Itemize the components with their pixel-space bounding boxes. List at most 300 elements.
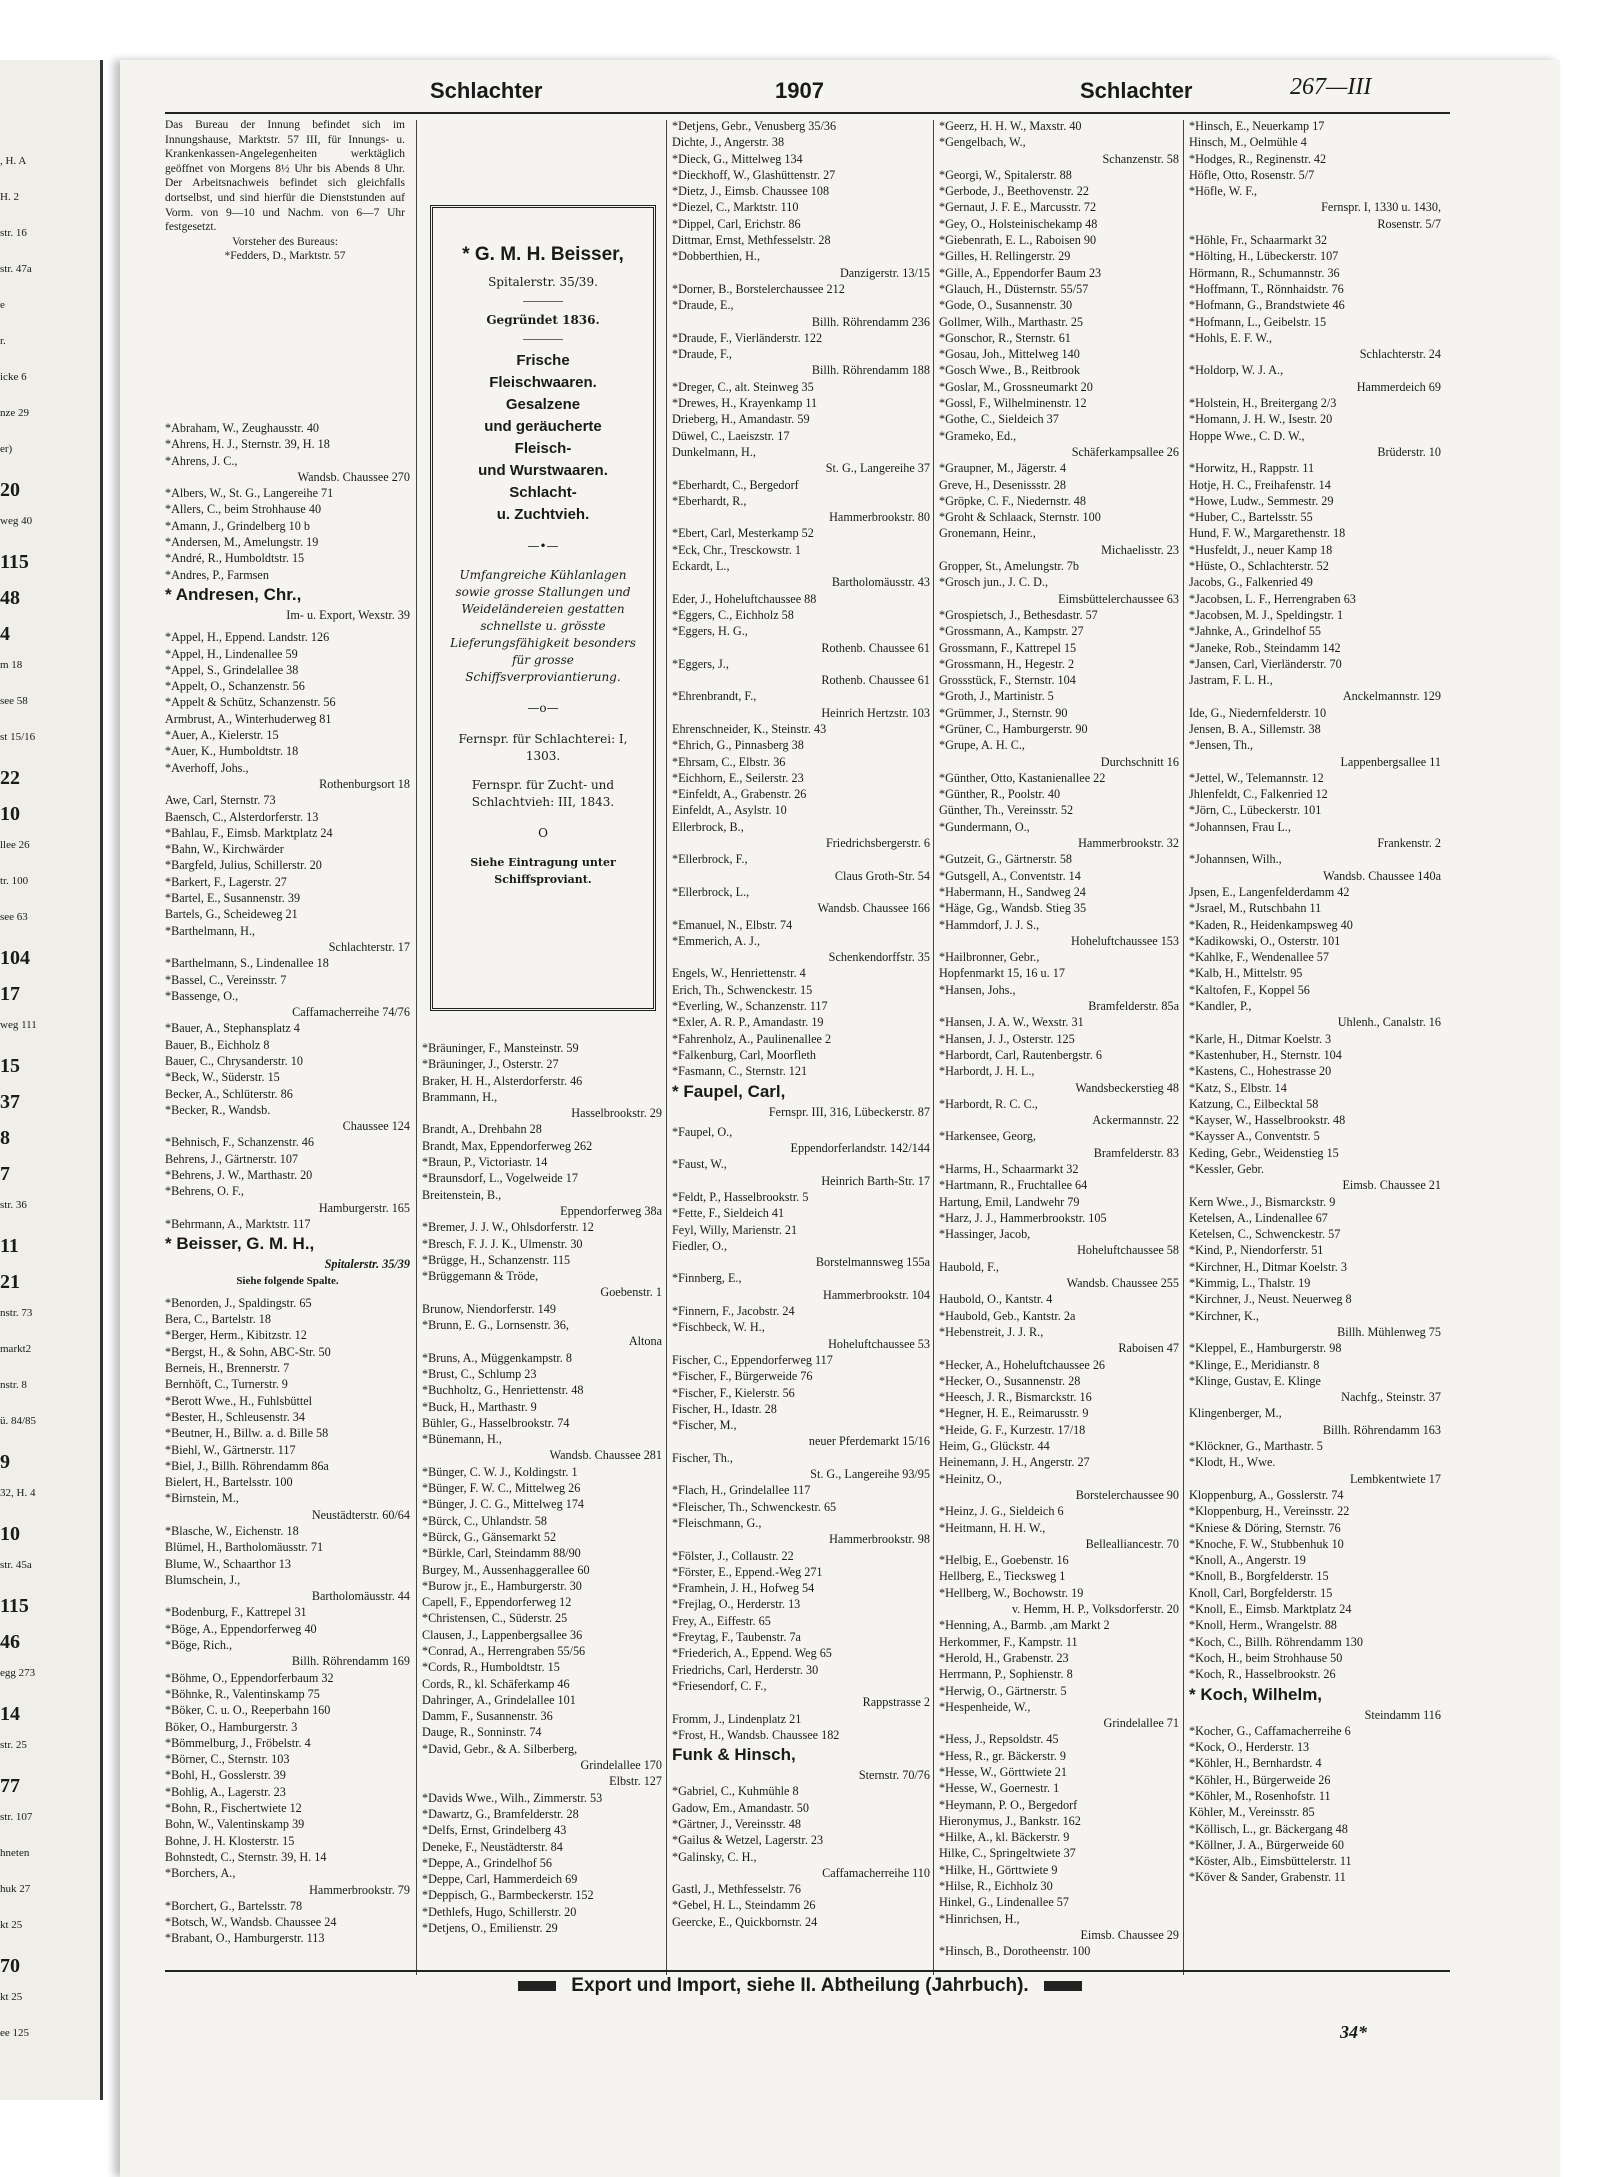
directory-entry: *Fischer, F., Kielerstr. 56 — [672, 1385, 795, 1400]
directory-entry: Frey, A., Eiffestr. 65 — [672, 1613, 771, 1628]
directory-entry: Brunow, Niendorferstr. 149 — [422, 1301, 556, 1316]
directory-entry: Feyl, Willy, Marienstr. 21 — [672, 1222, 798, 1237]
bureau-notice — [165, 118, 405, 264]
directory-entry: Düwel, C., Laeiszstr. 17 — [672, 428, 790, 443]
directory-entry: *Dieckhoff, W., Glashüttenstr. 27 — [672, 167, 836, 182]
directory-entry: Wandsb. Chaussee 281 — [549, 1448, 662, 1463]
directory-entry: Hund, F. W., Margarethenstr. 18 — [1189, 526, 1346, 541]
directory-entry: *Hodges, R., Reginenstr. 42 — [1189, 151, 1327, 166]
directory-entry: *Behnisch, F., Schanzenstr. 46 — [165, 1135, 314, 1150]
directory-entry: *Gey, O., Holsteinischekamp 48 — [939, 216, 1098, 231]
directory-entry: *Heinitz, O., — [939, 1471, 1002, 1486]
directory-entry: Eckardt, L., — [672, 559, 730, 574]
ad-line: u. Zuchtvieh. — [496, 506, 590, 523]
prev-page-fragment: 11 — [0, 1235, 19, 1257]
directory-entry: *Eggers, C., Eichholz 58 — [672, 607, 794, 622]
directory-entry: Gollmer, Wilh., Marthastr. 25 — [939, 314, 1084, 329]
prev-page-fragment: 46 — [0, 1631, 20, 1653]
directory-entry: *Graupner, M., Jägerstr. 4 — [939, 461, 1067, 476]
directory-entry: *Bohl, H., Gosslerstr. 39 — [165, 1768, 286, 1783]
prev-page-fragment: 70 — [0, 1955, 20, 1977]
prev-page-fragment: 48 — [0, 587, 20, 609]
directory-entry: *Draude, F., — [672, 347, 732, 362]
directory-entry: *Abraham, W., Zeughausstr. 40 — [165, 421, 320, 435]
directory-entry: *Gothe, C., Sieldeich 37 — [939, 412, 1059, 427]
directory-entry: *Draude, E., — [672, 298, 734, 313]
directory-entry: Armbrust, A., Winterhuderweg 81 — [165, 711, 332, 726]
directory-entry: Hieronymus, J., Bankstr. 162 — [939, 1813, 1081, 1828]
directory-entry: *Hofmann, L., Geibelstr. 15 — [1189, 314, 1327, 329]
ad-line: Schlacht- — [509, 484, 577, 501]
ad-sep2: —o— — [527, 701, 559, 715]
column-divider — [416, 120, 417, 1975]
directory-entry: *Eggers, J., — [672, 656, 729, 671]
header-rule — [165, 112, 1450, 114]
directory-entry: Eder, J., Hoheluftchaussee 88 — [672, 591, 817, 606]
directory-entry: Brandt, A., Drehbahn 28 — [422, 1122, 542, 1137]
directory-entry: *Günther, Otto, Kastanienallee 22 — [939, 770, 1106, 785]
directory-entry: *Haubold, Geb., Kantstr. 2a — [939, 1308, 1076, 1323]
prev-page-fragment: er) — [0, 443, 13, 455]
directory-entry: Köhler, M., Vereinsstr. 85 — [1189, 1805, 1315, 1820]
directory-entry: *Kahlke, F., Wendenallee 57 — [1189, 950, 1329, 965]
directory-entry: *Jacobsen, M. J., Speldingstr. 1 — [1189, 607, 1344, 622]
directory-entry: Caffamacherreihe 110 — [822, 1865, 930, 1880]
directory-entry: *Knoll, E., Eimsb. Marktplatz 24 — [1189, 1602, 1352, 1617]
directory-entry: *Cords, R., Humboldtstr. 15 — [422, 1660, 560, 1675]
directory-entry: *Harms, H., Schaarmarkt 32 — [939, 1162, 1079, 1176]
prev-page-fragment: markt2 — [0, 1343, 32, 1355]
directory-entry: Kloppenburg, A., Gosslerstr. 74 — [1189, 1487, 1344, 1502]
directory-entry: *Hilse, R., Eichholz 30 — [939, 1879, 1053, 1894]
directory-entry: *Bartel, E., Susannenstr. 39 — [165, 891, 301, 906]
directory-entry: Ide, G., Niedernfelderstr. 10 — [1189, 705, 1327, 720]
prev-page-fragment: H. 2 — [0, 191, 19, 203]
directory-entry: *Bahn, W., Kirchwärder — [165, 842, 284, 857]
directory-entry: *Berger, Herm., Kibitzstr. 12 — [165, 1328, 307, 1343]
directory-entry: *Kniese & Döring, Sternstr. 76 — [1189, 1520, 1341, 1535]
directory-entry: Deneke, F., Neustädterstr. 84 — [422, 1839, 563, 1854]
directory-entry: Danzigerstr. 13/15 — [839, 265, 930, 280]
footer-rule — [165, 1970, 1450, 1972]
directory-entry: *Andres, P., Farmsen — [165, 567, 269, 582]
directory-entry: *Hammdorf, J. J. S., — [939, 917, 1040, 932]
directory-entry: *Janeke, Rob., Steindamm 142 — [1189, 640, 1341, 655]
prev-page-fragment: 10 — [0, 803, 20, 825]
directory-entry: Grindelallee 71 — [1103, 1716, 1179, 1731]
directory-entry: *Emmerich, A. J., — [672, 933, 761, 948]
directory-entry: *Biehl, W., Gärtnerstr. 117 — [165, 1442, 296, 1457]
directory-entry: *Kandler, P., — [1189, 999, 1252, 1014]
directory-entry: *David, Gebr., & A. Silberberg, — [422, 1741, 578, 1756]
directory-entry: *Köhler, H., Bürgerweide 26 — [1189, 1772, 1331, 1787]
directory-entry: Blume, W., Schaarthor 13 — [165, 1556, 291, 1571]
directory-entry: *Kleppel, E., Hamburgerstr. 98 — [1189, 1341, 1342, 1356]
directory-entry: Hoheluftchaussee 58 — [1077, 1243, 1179, 1258]
directory-entry: *Fasmann, C., Sternstr. 121 — [672, 1064, 808, 1079]
directory-entry: neuer Pferdemarkt 15/16 — [808, 1434, 930, 1449]
directory-entry: *Kaysser A., Conventstr. 5 — [1189, 1129, 1320, 1144]
directory-entry: Jhlenfeldt, C., Falkenried 12 — [1189, 787, 1328, 802]
directory-entry: *Kastens, C., Hohestrasse 20 — [1189, 1064, 1332, 1079]
directory-entry: *Hohls, E. F. W., — [1189, 330, 1272, 345]
directory-entry: *Kaden, R., Heidenkampsweg 40 — [1189, 917, 1353, 932]
directory-entry: Bernhöft, C., Turnerstr. 9 — [165, 1377, 288, 1392]
directory-entry: Bühler, G., Hasselbrookstr. 74 — [422, 1415, 570, 1430]
directory-entry: *Klöckner, G., Marthastr. 5 — [1189, 1439, 1323, 1454]
directory-entry: *Faust, W., — [672, 1157, 727, 1172]
directory-entry: *Borchert, G., Bartelsstr. 78 — [165, 1898, 303, 1913]
directory-entry: *Bünger, J. C. G., Mittelweg 174 — [422, 1497, 585, 1512]
directory-entry: *Grosch jun., J. C. D., — [939, 575, 1049, 590]
directory-entry: *Gonschor, R., Sternstr. 61 — [939, 330, 1071, 345]
column-divider — [933, 120, 934, 1975]
directory-entry: *Galinsky, C. H., — [672, 1849, 757, 1864]
directory-entry: Jacobs, G., Falkenried 49 — [1189, 575, 1313, 590]
directory-entry: *Kock, O., Herderstr. 13 — [1189, 1740, 1310, 1755]
directory-entry: Eimsbüttelerchaussee 63 — [1058, 591, 1179, 606]
directory-entry: *Appel, S., Grindelallee 38 — [165, 662, 299, 677]
directory-entry: *Amann, J., Grindelberg 10 b — [165, 518, 310, 533]
directory-entry: Bramfelderstr. 85a — [1088, 999, 1179, 1014]
directory-entry: *Giebenrath, E. L., Raboisen 90 — [939, 233, 1097, 248]
directory-entry: *Christensen, C., Süderstr. 25 — [422, 1611, 568, 1626]
directory-entry: *Bassenge, O., — [165, 988, 239, 1003]
directory-entry: *Howe, Ludw., Semmestr. 29 — [1189, 493, 1334, 508]
directory-entry: *Jörn, C., Lübeckerstr. 101 — [1189, 803, 1322, 818]
directory-entry: *Hofmann, G., Brandstwiete 46 — [1189, 298, 1345, 313]
directory-entry: *Behrens, O. F., — [165, 1184, 244, 1199]
directory-entry: *Gailus & Wetzel, Lagerstr. 23 — [672, 1833, 824, 1848]
ad-line: Frische — [516, 352, 570, 369]
directory-entry: Schlachterstr. 24 — [1359, 347, 1441, 362]
prev-page-fragment: str. 45a — [0, 1559, 32, 1571]
directory-entry: *Dobberthien, H., — [672, 249, 761, 264]
prev-page-fragment: ü. 84/85 — [0, 1415, 37, 1427]
directory-entry: Hammerbrookstr. 98 — [829, 1532, 930, 1547]
directory-entry: Hoheluftchaussee 53 — [828, 1336, 930, 1351]
directory-entry: Erich, Th., Schwenckestr. 15 — [672, 982, 813, 997]
directory-entry: *Köhler, M., Rosenhofstr. 11 — [1189, 1788, 1331, 1803]
directory-entry: *Förster, E., Eppend.-Weg 271 — [672, 1564, 823, 1579]
directory-entry: *Bahlau, F., Eimsb. Marktplatz 24 — [165, 825, 333, 840]
directory-entry: Chaussee 124 — [342, 1119, 410, 1134]
directory-entry: *Detjens, Gebr., Venusberg 35/36 — [672, 119, 837, 133]
directory-entry: *Huber, C., Bartelsstr. 55 — [1189, 510, 1313, 525]
directory-entry: Wandsb. Chaussee 166 — [817, 901, 930, 916]
directory-entry: *Gernaut, J. F. E., Marcusstr. 72 — [939, 200, 1097, 215]
directory-entry: Fiedler, O., — [672, 1238, 728, 1253]
directory-entry: Böker, O., Hamburgerstr. 3 — [165, 1719, 298, 1734]
directory-entry: *Knoll, Herm., Wrangelstr. 88 — [1189, 1618, 1337, 1633]
directory-entry: *Auer, K., Humboldtstr. 18 — [165, 744, 299, 759]
directory-entry: *Friederich, A., Eppend. Weg 65 — [672, 1646, 832, 1661]
prev-page-fragment: 104 — [0, 947, 30, 969]
directory-entry: Hasselbrookstr. 29 — [571, 1106, 662, 1121]
prev-page-fragment: icke 6 — [0, 371, 27, 383]
directory-entry: Cords, R., kl. Schäferkamp 46 — [422, 1676, 570, 1691]
directory-entry: *Hespenheide, W., — [939, 1699, 1031, 1714]
directory-entry: *Gärtner, J., Vereinsstr. 48 — [672, 1816, 801, 1831]
directory-entry: *Eichhorn, E., Seilerstr. 23 — [672, 770, 804, 785]
directory-entry: Heinemann, J. H., Angerstr. 27 — [939, 1455, 1090, 1470]
directory-entry: *Averhoff, Johs., — [165, 760, 249, 775]
directory-entry: *Barthelmann, S., Lindenallee 18 — [165, 956, 329, 971]
directory-entry: *Hegner, H. E., Reimarusstr. 9 — [939, 1406, 1089, 1421]
directory-entry: Schäferkampsallee 26 — [1071, 444, 1179, 459]
directory-entry: Eppendorferlandstr. 142/144 — [790, 1141, 930, 1156]
prev-page-fragment: 4 — [0, 623, 10, 645]
directory-entry: *Grameko, Ed., — [939, 428, 1017, 443]
directory-entry: St. G., Langereihe 37 — [825, 461, 930, 476]
prev-page-fragment: 14 — [0, 1703, 20, 1725]
directory-entry: Hellberg, E., Tiecksweg 1 — [939, 1569, 1066, 1584]
directory-entry: *Gutzeit, G., Gärtnerstr. 58 — [939, 852, 1073, 867]
prev-page-fragment: 32, H. 4 — [0, 1487, 36, 1499]
directory-entry: *Deppisch, G., Barmbeckerstr. 152 — [422, 1888, 594, 1903]
directory-entry: *Knoche, F. W., Stubbenhuk 10 — [1189, 1536, 1344, 1551]
directory-entry: Eppendorferweg 38a — [560, 1203, 662, 1218]
directory-entry: *Ehrich, G., Pinnasberg 38 — [672, 738, 804, 753]
directory-entry: Uhlenh., Canalstr. 16 — [1337, 1015, 1441, 1030]
directory-entry: Billh. Mühlenweg 75 — [1337, 1324, 1441, 1339]
directory-entry: *Grümmer, J., Sternstr. 90 — [939, 705, 1068, 720]
entry-highlight: * Andresen, Chr., — [165, 584, 302, 604]
directory-entry: Bauer, C., Chrysanderstr. 10 — [165, 1053, 303, 1068]
prev-page-fragment: 115 — [0, 1595, 29, 1617]
directory-entry: *Jsrael, M., Rutschbahn 11 — [1189, 901, 1322, 916]
directory-entry: Bohnstedt, C., Sternstr. 39, H. 14 — [165, 1849, 327, 1864]
directory-entry: Fromm, J., Lindenplatz 21 — [672, 1711, 802, 1726]
directory-entry: *Birnstein, M., — [165, 1491, 239, 1506]
directory-entry: Braker, H. H., Alsterdorferstr. 46 — [422, 1073, 583, 1088]
directory-entry: Rothenb. Chaussee 61 — [821, 640, 930, 655]
directory-entry: Dichte, J., Angerstr. 38 — [672, 135, 785, 150]
directory-entry: *Feldt, P., Hasselbrookstr. 5 — [672, 1190, 809, 1204]
directory-entry: *Appel, H., Eppend. Landstr. 126 — [165, 630, 330, 645]
directory-entry: Borstelmannsweg 155a — [815, 1255, 930, 1270]
directory-entry: *Braun, P., Victoriastr. 14 — [422, 1155, 548, 1170]
directory-entry: Hopfenmarkt 15, 16 u. 17 — [939, 966, 1065, 981]
directory-entry: *Hellberg, W., Bochowstr. 19 — [939, 1585, 1084, 1600]
prev-page-fragment: 15 — [0, 1055, 20, 1077]
directory-entry: *Herwig, O., Gärtnerstr. 5 — [939, 1683, 1067, 1698]
directory-entry: *Biel, J., Billh. Röhrendamm 86a — [165, 1458, 329, 1473]
directory-entry: *Hebenstreit, J. J. R., — [939, 1324, 1044, 1339]
directory-entry: *Hoffmann, T., Rönnhaidstr. 76 — [1189, 281, 1344, 296]
directory-entry: *Klinge, E., Meridianstr. 8 — [1189, 1357, 1320, 1372]
directory-entry: *Bürkle, Carl, Steindamm 88/90 — [422, 1546, 581, 1561]
directory-entry: Billh. Röhrendamm 163 — [1322, 1422, 1441, 1437]
directory-entry: *Böker, C. u. O., Reeperbahn 160 — [165, 1703, 331, 1718]
directory-entry: *Höfle, W. F., — [1189, 184, 1258, 199]
directory-entry: *Koch, C., Billh. Röhrendamm 130 — [1189, 1634, 1363, 1649]
prev-page-fragment: nze 29 — [0, 407, 30, 419]
directory-entry: *Gundermann, O., — [939, 819, 1030, 834]
directory-entry: Schlachterstr. 17 — [328, 939, 410, 954]
directory-entry: Rothenb. Chaussee 61 — [821, 673, 930, 688]
directory-entry: Keding, Gebr., Weidenstieg 15 — [1189, 1145, 1339, 1160]
directory-entry: *Davids Wwe., Wilh., Zimmerstr. 53 — [422, 1790, 603, 1805]
directory-entry: *Heymann, P. O., Bergedorf — [939, 1797, 1078, 1812]
directory-entry: Lembkentwiete 17 — [1349, 1471, 1441, 1486]
directory-entry: Einfeldt, A., Asylstr. 10 — [672, 803, 787, 818]
directory-entry: Eimsb. Chaussee 21 — [1342, 1178, 1441, 1193]
directory-entry: *Grospietsch, J., Bethesdastr. 57 — [939, 607, 1098, 622]
directory-entry: *Dorner, B., Borstelerchaussee 212 — [672, 281, 845, 296]
directory-entry: *Knoll, B., Borgfelderstr. 15 — [1189, 1569, 1329, 1584]
directory-entry: *Bünger, C. W. J., Koldingstr. 1 — [422, 1464, 578, 1479]
directory-entry: *Helbig, E., Goebenstr. 16 — [939, 1553, 1069, 1568]
directory-entry: *Bodenburg, F., Kattrepel 31 — [165, 1605, 307, 1620]
directory-entry: Altona — [628, 1334, 662, 1349]
directory-entry: Drieberg, H., Amandastr. 59 — [672, 412, 810, 427]
directory-entry: *Häge, Gg., Wandsb. Stieg 35 — [939, 901, 1087, 916]
directory-entry: *Gerbode, J., Beethovenstr. 22 — [939, 184, 1089, 199]
entry-highlight: * Beisser, G. M. H., — [165, 1234, 315, 1254]
directory-entry: *Gutsgell, A., Conventstr. 14 — [939, 868, 1081, 883]
directory-entry: *Fischbeck, W. H., — [672, 1320, 765, 1335]
directory-entry: *Kloppenburg, H., Vereinsstr. 22 — [1189, 1504, 1350, 1519]
directory-entry: *Hansen, J. J., Osterstr. 125 — [939, 1031, 1075, 1046]
ad-line: und geräucherte — [484, 418, 602, 435]
column-2 — [422, 1040, 662, 1970]
directory-entry: *Hansen, J. A. W., Wexstr. 31 — [939, 1015, 1084, 1030]
prev-page-fragment: str. 47a — [0, 263, 32, 275]
directory-entry: *Beck, W., Süderstr. 15 — [165, 1070, 280, 1085]
prev-page-fragment: str. 16 — [0, 227, 27, 239]
directory-entry: *Habermann, H., Sandweg 24 — [939, 884, 1086, 899]
directory-entry: Billh. Röhrendamm 169 — [291, 1654, 410, 1669]
directory-entry: Neustädterstr. 60/64 — [311, 1507, 410, 1522]
entry-sub: Spitalerstr. 35/39 — [324, 1257, 410, 1272]
directory-entry: *Albers, W., St. G., Langereihe 71 — [165, 486, 334, 501]
directory-entry: *Georgi, W., Spitalerstr. 88 — [939, 167, 1072, 182]
directory-entry: *Bergst, H., & Sohn, ABC-Str. 50 — [165, 1344, 331, 1359]
directory-entry: *Gebel, H. L., Steindamm 26 — [672, 1898, 816, 1913]
previous-page-edge — [0, 60, 103, 2100]
directory-entry: *Dawartz, G., Bramfelderstr. 28 — [422, 1806, 579, 1821]
directory-entry: *Finnberg, E., — [672, 1271, 742, 1286]
directory-entry: *Brunn, E. G., Lornsenstr. 36, — [422, 1318, 569, 1333]
directory-entry: *Grupe, A. H. C., — [939, 738, 1025, 753]
directory-entry: Rosenstr. 5/7 — [1377, 216, 1441, 231]
directory-entry: *Grossmann, A., Kampstr. 27 — [939, 624, 1084, 639]
directory-entry: Engels, W., Henriettenstr. 4 — [672, 966, 806, 981]
directory-entry: Hammerbrookstr. 79 — [309, 1882, 410, 1897]
directory-entry: Eimsb. Chaussee 29 — [1080, 1927, 1179, 1942]
directory-entry: *Diezel, C., Marktstr. 110 — [672, 200, 799, 215]
directory-entry: *Heide, G. F., Kurzestr. 17/18 — [939, 1422, 1086, 1437]
directory-entry: Ellerbrock, B., — [672, 819, 744, 834]
directory-entry: *Deppe, Carl, Hammerdeich 69 — [422, 1872, 578, 1887]
directory-entry: *Johannsen, Wilh., — [1189, 852, 1282, 867]
directory-entry: *Frost, H., Wandsb. Chaussee 182 — [672, 1727, 840, 1742]
directory-entry: *Günther, R., Poolstr. 40 — [939, 787, 1061, 802]
directory-entry: Schanzenstr. 58 — [1102, 151, 1179, 166]
prev-page-fragment: 17 — [0, 983, 20, 1005]
directory-entry: *Ellerbrock, F., — [672, 852, 748, 867]
directory-entry: *Klinge, Gustav, E. Klinge — [1189, 1373, 1321, 1388]
directory-entry: *Eck, Chr., Tresckowstr. 1 — [672, 542, 801, 557]
ad-address: Spitalerstr. 35/39. — [488, 275, 598, 289]
directory-entry: Bartholomäusstr. 44 — [311, 1589, 410, 1604]
directory-entry: *Harkensee, Georg, — [939, 1129, 1036, 1144]
directory-entry: Hotje, H. C., Freihafenstr. 14 — [1189, 477, 1331, 492]
directory-entry: *Barkert, F., Lagerstr. 27 — [165, 874, 287, 889]
directory-entry: Bellealliancestr. 70 — [1085, 1536, 1179, 1551]
header-left: Schlachter — [430, 78, 543, 103]
directory-entry: *Fleischmann, G., — [672, 1515, 762, 1530]
directory-entry: Behrens, J., Gärtnerstr. 107 — [165, 1151, 299, 1166]
directory-entry: Nachfg., Steinstr. 37 — [1341, 1390, 1441, 1405]
directory-entry: *Hess, R., gr. Bäckerstr. 9 — [939, 1748, 1066, 1763]
directory-entry: *Kadikowski, O., Osterstr. 101 — [1189, 933, 1341, 948]
column-divider — [666, 120, 667, 1975]
prev-page-fragment: ee 125 — [0, 2027, 30, 2039]
directory-entry: Heinrich Barth-Str. 17 — [821, 1173, 930, 1188]
column-divider — [1183, 120, 1184, 1975]
prev-page-fragment: 7 — [0, 1163, 10, 1185]
directory-entry: *Borchers, A., — [165, 1866, 236, 1881]
directory-entry: *Katz, S., Elbstr. 14 — [1189, 1080, 1287, 1095]
directory-entry: Ketelsen, C., Schwenckestr. 57 — [1189, 1227, 1341, 1242]
directory-entry: *Hinsch, E., Neuerkamp 17 — [1189, 119, 1325, 133]
directory-entry: *Kirchner, K., — [1189, 1308, 1259, 1323]
directory-entry: Hinsch, M., Oelmühle 4 — [1189, 135, 1307, 150]
directory-entry: Raboisen 47 — [1118, 1341, 1179, 1356]
prev-page-fragment: e — [0, 299, 5, 311]
prev-page-fragment: hneten — [0, 1847, 30, 1859]
directory-entry: *Köllner, J. A., Bürgerweide 60 — [1189, 1837, 1344, 1852]
directory-entry: Hoheluftchaussee 153 — [1071, 933, 1179, 948]
directory-entry: *Dippel, Carl, Erichstr. 86 — [672, 216, 801, 231]
directory-entry: *Husfeldt, J., neuer Kamp 18 — [1189, 542, 1333, 557]
directory-entry: *Ehrsam, C., Elbstr. 36 — [672, 754, 786, 769]
directory-entry: *Hecker, A., Hoheluftchaussee 26 — [939, 1357, 1106, 1372]
ad-sep: —•— — [527, 539, 559, 553]
directory-entry: *Exler, A. R. P., Amandastr. 19 — [672, 1015, 824, 1030]
prev-page-fragment: nstr. 73 — [0, 1307, 33, 1319]
directory-entry: *Conrad, A., Herrengraben 55/56 — [422, 1643, 586, 1658]
directory-entry: Rothenburgsort 18 — [319, 776, 410, 791]
directory-entry: *Buchholtz, G., Henriettenstr. 48 — [422, 1383, 584, 1398]
directory-entry: *Börner, C., Sternstr. 103 — [165, 1752, 290, 1767]
directory-entry: Burgey, M., Aussenhaggerallee 60 — [422, 1562, 590, 1577]
directory-entry: Jastram, F. L. H., — [1189, 673, 1273, 688]
directory-entry: *Grossmann, H., Hegestr. 2 — [939, 656, 1075, 671]
directory-entry: *Behrens, J. W., Marthastr. 20 — [165, 1168, 313, 1183]
directory-entry: *Gille, A., Eppendorfer Baum 23 — [939, 265, 1102, 280]
directory-entry: *Köster, Alb., Eimsbüttelerstr. 11 — [1189, 1854, 1352, 1869]
beisser-advertisement — [430, 205, 656, 1011]
bureau-name: *Fedders, D., Marktstr. 57 — [224, 250, 346, 263]
entry-highlight: Funk & Hinsch, — [672, 1745, 796, 1765]
directory-entry: Dittmar, Ernst, Methfesselstr. 28 — [672, 233, 831, 248]
directory-entry: *Kayser, W., Hasselbrookstr. 48 — [1189, 1113, 1346, 1128]
directory-entry: *Bünger, F. W. C., Mittelweg 26 — [422, 1481, 581, 1496]
directory-entry: *Bohlig, A., Lagerstr. 23 — [165, 1784, 286, 1799]
directory-entry: *Deppe, A., Grindelhof 56 — [422, 1855, 552, 1870]
prev-page-fragment: 21 — [0, 1271, 20, 1293]
directory-entry: *Fahrenholz, A., Paulinenallee 2 — [672, 1031, 832, 1046]
directory-entry: *Hassinger, Jacob, — [939, 1227, 1031, 1242]
directory-entry: Ackermannstr. 22 — [1092, 1113, 1179, 1128]
column-4 — [939, 118, 1179, 1970]
entry-highlight: * Faupel, Carl, — [672, 1081, 786, 1101]
directory-entry: Brüderstr. 10 — [1377, 444, 1441, 459]
directory-entry: *Heesch, J. R., Bismarckstr. 16 — [939, 1390, 1092, 1405]
